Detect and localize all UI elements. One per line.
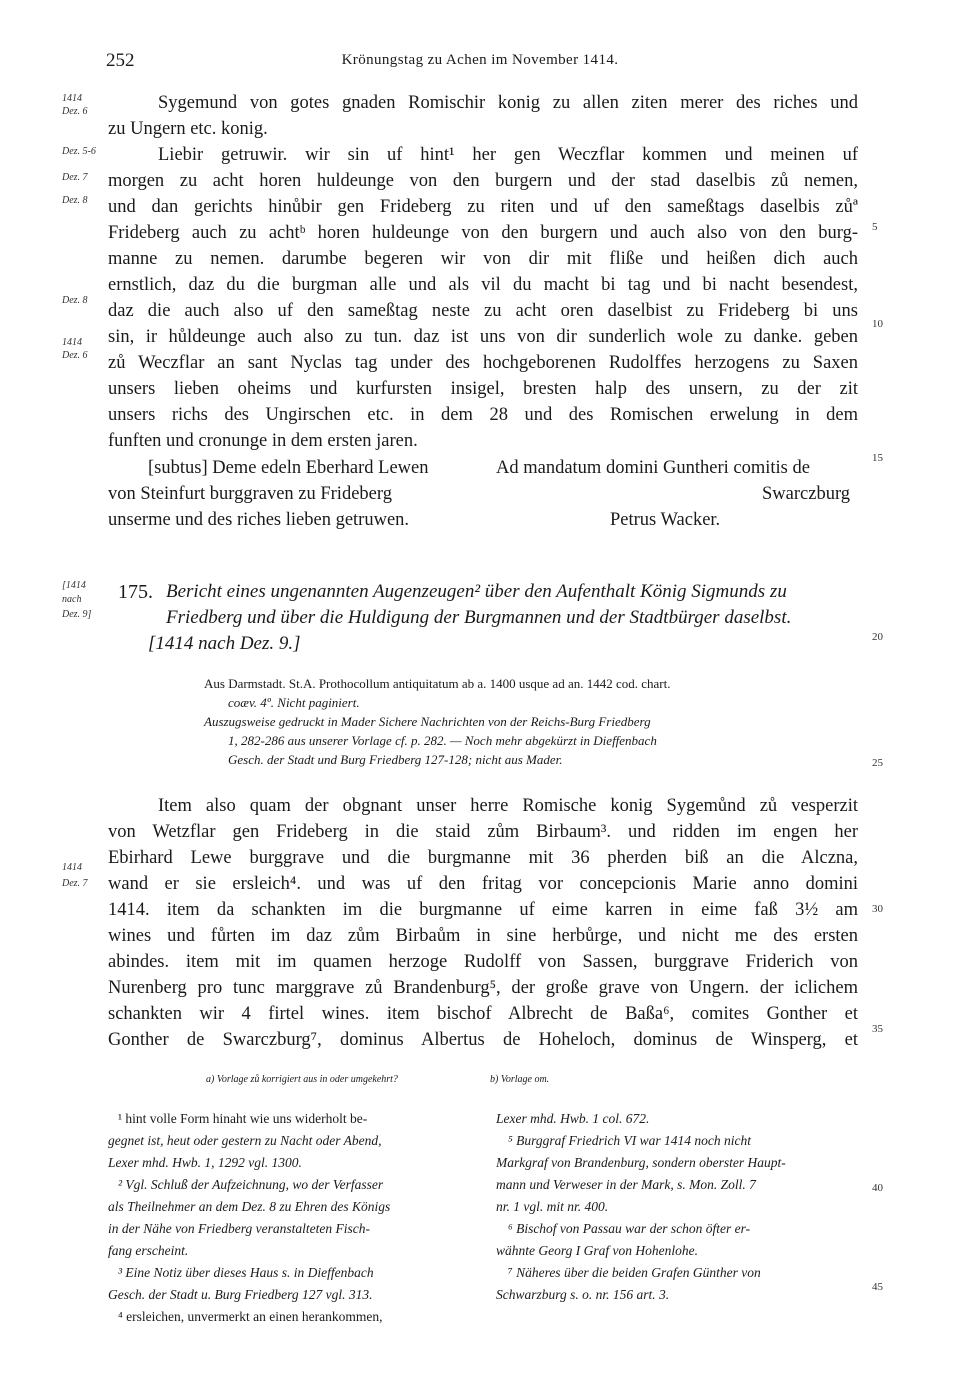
text-line: und dan gerichts hinůbir gen Frideberg zu riten und uf den sameßtags daselbis zůª — [108, 197, 858, 217]
margin-date: Dez. 5-6 — [62, 146, 96, 157]
line-number: 15 — [872, 452, 883, 464]
text-line: Item also quam der obgnant unser herre Romische konig Sygemůnd zů vesperzit — [158, 796, 858, 816]
footnote-line: ⁴ ersleichen, unvermerkt an einen herankommen, — [118, 1309, 383, 1324]
text-line: Liebir getruwir. wir sin uf hint¹ her gen Weczflar kommen und meinen uf — [158, 145, 858, 165]
text-line: Nurenberg pro tunc marggrave zů Brandenburg⁵, der große grave von Ungern. der iclichem — [108, 978, 858, 998]
footnote-line: ⁶ Bischof von Passau war der schon öfter er- — [508, 1221, 751, 1236]
text-line: von Wetzflar gen Frideberg in die staid zům Birbaum³. und ridden im engen her — [108, 822, 858, 842]
footnote-line: Lexer mhd. Hwb. 1, 1292 vgl. 1300. — [108, 1155, 302, 1170]
line-number: 40 — [872, 1182, 883, 1194]
text-line: morgen zu acht horen huldeunge von den burgern und der stad daselbis zů nemen, — [108, 171, 858, 191]
footnote-line: Markgraf von Brandenburg, sondern oberster Haupt- — [496, 1155, 786, 1170]
text-line: wand er sie ersleich⁴. und was uf den fritag vor concepcionis Marie anno domini — [108, 874, 858, 894]
footnote-line: Schwarzburg s. o. nr. 156 art. 3. — [496, 1287, 670, 1302]
margin-date: Dez. 8 — [62, 195, 88, 206]
page-number: 252 — [106, 50, 135, 71]
address-line: [subtus] Deme edeln Eberhard Lewen — [148, 458, 429, 478]
footnote-line: ⁷ Näheres über die beiden Grafen Günther von — [508, 1265, 761, 1280]
source-line: Gesch. der Stadt und Burg Friedberg 127-128; nicht aus Mader. — [228, 752, 563, 767]
text-line: ernstlich, daz du die burgman alle und als vil du macht bi tag und bi nacht besendest, — [108, 275, 858, 295]
text-line: funften und cronunge in dem ersten jaren. — [108, 431, 418, 451]
footnote-line: mann und Verweser in der Mark, s. Mon. Zoll. 7 — [496, 1177, 756, 1192]
document-heading: Bericht eines ungenannten Augenzeugen² über den Aufenthalt König Sigmunds zu — [166, 581, 787, 602]
line-number: 30 — [872, 903, 883, 915]
text-line: zů Weczflar an sant Nyclas tag under des hochgeborenen Rudolffes herzogens zu Saxen — [108, 353, 858, 373]
footnote-line: ² Vgl. Schluß der Aufzeichnung, wo der Verfasser — [118, 1177, 384, 1192]
margin-date: [1414 — [62, 580, 86, 591]
footnote-line: gegnet ist, heut oder gestern zu Nacht oder Abend, — [108, 1133, 382, 1148]
mandate-line: Swarczburg — [762, 484, 851, 504]
document-date: [1414 nach Dez. 9.] — [148, 633, 301, 654]
footnote-line: fang erscheint. — [108, 1243, 189, 1258]
text-line: daz die auch also uf den sameßtag neste zu acht oren daselbist zu Frideberg bi uns — [108, 301, 858, 321]
footnote-line: in der Nähe von Friedberg veranstalteten Fisch- — [108, 1221, 370, 1236]
line-number: 35 — [872, 1023, 883, 1035]
text-line: schankten wir 4 firtel wines. item bischof Albrecht de Baßa⁶, comites Gonther et — [108, 1004, 858, 1024]
footnote-line: Lexer mhd. Hwb. 1 col. 672. — [496, 1111, 650, 1126]
margin-date: Dez. 8 — [62, 295, 88, 306]
line-number: 5 — [872, 221, 878, 233]
source-line: 1, 282-286 aus unserer Vorlage cf. p. 282. — Noch mehr abgekürzt in Dieffenbach — [228, 733, 657, 748]
variant-note: b) Vorlage om. — [490, 1074, 550, 1085]
variant-note: a) Vorlage zů korrigiert aus in oder umgekehrt? — [206, 1074, 398, 1085]
margin-date: Dez. 7 — [62, 878, 88, 889]
text-line: Frideberg auch zu achtᵇ horen huldeunge von den burgern und auch also von den burg- — [108, 223, 858, 243]
line-number: 20 — [872, 631, 883, 643]
footnote-line: ¹ hint volle Form hinaht wie uns widerholt be- — [118, 1111, 368, 1126]
margin-date: Dez. 6 — [62, 106, 88, 117]
signature-line: Petrus Wacker. — [610, 510, 721, 530]
text-line: Sygemund von gotes gnaden Romischir konig zu allen ziten merer des riches und — [158, 93, 858, 113]
document-heading: Friedberg und über die Huldigung der Burgmannen und der Stadtbürger daselbst. — [166, 607, 792, 628]
text-line: unsers lieben oheims und kurfursten insigel, bresten halp des unsern, zu der zit — [108, 379, 858, 399]
source-line: coæv. 4º. Nicht paginiert. — [228, 695, 360, 710]
text-line: 1414. item da schankten im die burgmanne uf eime karren in eime faß 3½ am — [108, 900, 858, 920]
margin-date: Dez. 6 — [62, 350, 88, 361]
footnote-line: ⁵ Burggraf Friedrich VI war 1414 noch nicht — [508, 1133, 752, 1148]
running-title: Krönungstag zu Achen im November 1414. — [341, 52, 619, 68]
margin-date: 1414 — [62, 337, 82, 348]
footnote-line: nr. 1 vgl. mit nr. 400. — [496, 1199, 609, 1214]
footnote-line: ³ Eine Notiz über dieses Haus s. in Dieffenbach — [118, 1265, 374, 1280]
footnote-line: Gesch. der Stadt u. Burg Friedberg 127 vgl. 313. — [108, 1287, 373, 1302]
line-number: 45 — [872, 1281, 883, 1293]
text-line: Ebirhard Lewe burggrave und die burgmanne mit 36 pherden biß an die Alczna, — [108, 848, 858, 868]
text-line: sin, ir hůldeunge auch also zu tun. daz ist uns von dir sunderlich wole zu danke. geben — [108, 327, 858, 347]
margin-date: 1414 — [62, 862, 82, 873]
footnote-line: wähnte Georg I Graf von Hohenlohe. — [496, 1243, 698, 1258]
document-number: 175. — [118, 581, 153, 603]
margin-date: Dez. 7 — [62, 172, 88, 183]
margin-date: 1414 — [62, 93, 82, 104]
footnote-line: als Theilnehmer an dem Dez. 8 zu Ehren des Königs — [108, 1199, 391, 1214]
margin-date: nach — [62, 594, 82, 605]
text-line: manne zu nemen. darumbe begeren wir von dir mit fliße und heißen dich auch — [108, 249, 858, 269]
address-line: unserme und des riches lieben getruwen. — [108, 510, 410, 530]
text-line: zu Ungern etc. konig. — [108, 119, 268, 139]
line-number: 10 — [872, 318, 883, 330]
source-line: Auszugsweise gedruckt in Mader Sichere Nachrichten von der Reichs-Burg Friedberg — [204, 714, 651, 729]
text-line: Gonther de Swarczburg⁷, dominus Albertus de Hoheloch, dominus de Winsperg, et — [108, 1030, 858, 1050]
text-line: wines und fůrten im daz zům Birbaům in sine herbůrge, und nicht me des ersten — [108, 926, 858, 946]
mandate-line: Ad mandatum domini Guntheri comitis de — [496, 458, 810, 478]
margin-date: Dez. 9] — [62, 609, 92, 620]
address-line: von Steinfurt burggraven zu Frideberg — [108, 484, 392, 504]
text-line: unsers richs des Ungirschen etc. in dem 28 und des Romischen erwelung in dem — [108, 405, 858, 425]
text-line: abindes. item mit im quamen herzoge Rudolff von Sassen, burggrave Friderich von — [108, 952, 858, 972]
line-number: 25 — [872, 757, 883, 769]
source-line: Aus Darmstadt. St.A. Prothocollum antiquitatum ab a. 1400 usque ad an. 1442 cod. chart. — [204, 676, 671, 691]
